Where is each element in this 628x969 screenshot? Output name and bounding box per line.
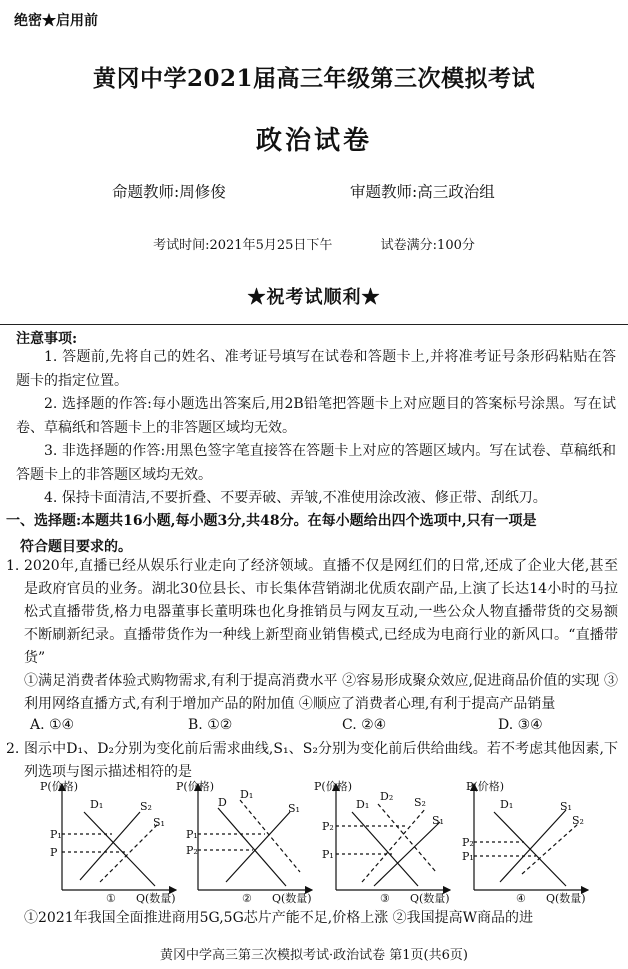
question-number: 1. [6, 558, 20, 574]
price-label: P [50, 846, 58, 859]
curve-label: S₂ [414, 796, 426, 809]
s1-curve-1 [100, 824, 158, 882]
option-a: A. ①④ [30, 717, 75, 733]
exam-subject-title: 政治试卷 [255, 126, 372, 156]
good-luck-banner: ★祝考试顺利★ [247, 287, 381, 308]
d1-curve-1 [84, 812, 155, 886]
price-label: P₁ [462, 850, 474, 863]
graph-number: ③ [380, 892, 390, 905]
curve-label: D [218, 796, 227, 809]
curve-label: D₁ [240, 788, 254, 801]
price-label: P₁ [50, 828, 62, 841]
d2-curve-3 [378, 804, 436, 872]
section-heading-line2: 符合题目要求的。 [20, 539, 132, 555]
curve-label: S₁ [560, 800, 572, 813]
notes-title: 注意事项: [16, 331, 78, 347]
x-axis-label: Q(数量) [546, 892, 586, 905]
price-label: P₂ [462, 836, 474, 849]
question-setter: 命题教师:周修俊 [112, 183, 226, 201]
curve-label: D₁ [90, 798, 104, 811]
supply-demand-graphs [0, 778, 628, 906]
curve-label: D₁ [356, 798, 370, 811]
curve-label: S₁ [288, 802, 300, 815]
y-axis-label: P(价格) [40, 780, 78, 793]
question-2-statements: ①2021年我国全面推进商用5G,5G芯片产能不足,价格上涨 ②我国提高W商品的进 [24, 910, 534, 926]
question-1 [6, 555, 618, 716]
confidential-mark: 绝密★启用前 [14, 13, 98, 29]
curve-label: S₂ [140, 800, 152, 813]
header-divider [0, 324, 628, 325]
option-d: D. ③④ [498, 717, 543, 733]
curve-label: D₂ [380, 790, 394, 803]
note-item: 1. 答题前,先将自己的姓名、准考证号填写在试卷和答题卡上,并将准考证号条形码粘贴在答题卡的指定位置。 [16, 349, 616, 389]
option-c: C. ②④ [342, 717, 387, 733]
question-statements: ①满足消费者体验式购物需求,有利于提高消费水平 ②容易形成聚众效应,促进商品价值的实现 ③利用网络直播方式,有利于增加产品的附加值 ④顺应了消费者心理,有利于提高产品销量 [24, 673, 618, 712]
page-footer: 黄冈中学高三第三次模拟考试·政治试卷 第1页(共6页) [160, 948, 468, 963]
section-heading [6, 508, 618, 560]
exam-time: 考试时间:2021年5月25日下午 [153, 238, 333, 253]
price-label: P₂ [322, 820, 334, 833]
y-axis-label: P(价格) [466, 780, 504, 793]
note-item: 4. 保持卡面清洁,不要折叠、不要弄破、弄皱,不准使用涂改液、修正带、刮纸刀。 [44, 490, 547, 506]
graph-number: ② [242, 892, 252, 905]
y-axis-label: P(价格) [176, 780, 214, 793]
curve-label: D₁ [500, 798, 514, 811]
x-axis-label: Q(数量) [272, 892, 312, 905]
section-heading-line1: 一、选择题:本题共16小题,每小题3分,共48分。在每小题给出四个选项中,只有一项是 [6, 513, 537, 529]
full-score: 试卷满分:100分 [380, 238, 475, 253]
price-label: P₁ [186, 828, 198, 841]
question-stem: 图示中D₁、D₂分别为变化前后需求曲线,S₁、S₂分别为变化前后供给曲线。若不考虑其他因素,下列选项与图示描述相符的是 [24, 741, 618, 780]
question-stem: 2020年,直播已经从娱乐行业走向了经济领域。直播不仅是网红们的日常,还成了企业大佬,甚至是政府官员的业务。湖北30位县长、市长集体营销湖北优质农副产品,上演了长达14小时的马拉松式直播带货,格力电器董事长董明珠也化身推销员与网友互动,一些公众人物直播带货的交易额不断刷新纪录。直播带货作为一种线上新型商业销售模式,已经成为电商行业的新风口。“直播带货” [24, 558, 618, 666]
graph-number: ④ [516, 892, 526, 905]
s2-curve-1 [80, 812, 140, 880]
d-curve-2 [218, 808, 286, 886]
exam-title: 黄冈中学2021届高三年级第三次模拟考试 [92, 65, 535, 92]
curve-label: S₁ [153, 816, 165, 829]
note-item: 2. 选择题的作答:每小题选出答案后,用2B铅笔把答题卡上对应题目的答案标号涂黑。写在试卷、草稿纸和答题卡上的非答题区域均无效。 [16, 396, 616, 436]
x-axis-label: Q(数量) [410, 892, 450, 905]
s1-curve-4 [500, 810, 566, 882]
option-b: B. ①② [188, 717, 233, 733]
curve-label: S₂ [572, 814, 584, 827]
x-axis-label: Q(数量) [136, 892, 176, 905]
y-axis-label: P(价格) [314, 780, 352, 793]
question-reviewer: 审题教师:高三政治组 [350, 183, 495, 201]
price-label: P₁ [322, 848, 334, 861]
exam-info [0, 234, 628, 253]
note-item: 3. 非选择题的作答:用黑色签字笔直接答在答题卡上对应的答题区域内。写在试卷、草稿纸和答题卡上的非答题区域均无效。 [16, 443, 616, 483]
question-number: 2. [6, 741, 20, 757]
graph-number: ① [106, 892, 116, 905]
price-label: P₂ [186, 844, 198, 857]
s1-curve-3 [374, 822, 440, 886]
curve-label: S₁ [432, 814, 444, 827]
